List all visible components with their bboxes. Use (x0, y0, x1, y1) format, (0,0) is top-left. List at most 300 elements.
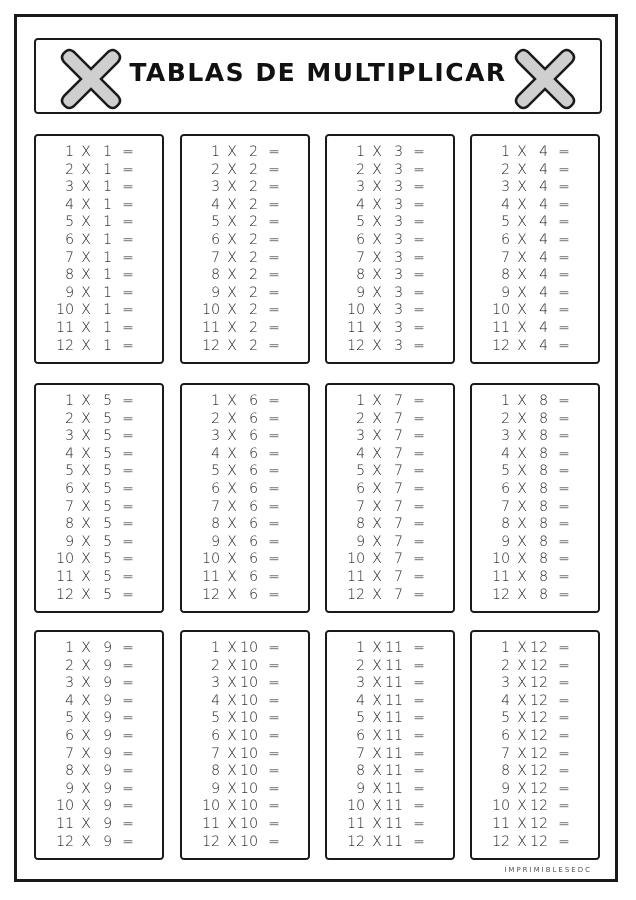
table-row (182, 569, 308, 587)
multiplier: 1 (103, 320, 112, 336)
multiplier: 4 (539, 337, 548, 354)
times-sign: X (517, 232, 527, 248)
multiplicand: 3 (211, 428, 220, 445)
multiply-icon (514, 48, 576, 110)
times-sign: X (372, 249, 382, 266)
multiplicand: 1 (356, 144, 365, 160)
equals-sign: = (268, 161, 280, 178)
multiplier: 10 (240, 640, 258, 656)
multiplicand: 5 (65, 710, 74, 727)
equals-sign: = (413, 640, 425, 656)
multiplier: 7 (394, 551, 403, 568)
multiplier: 5 (103, 393, 112, 409)
times-sign: X (227, 745, 237, 762)
multiplier: 7 (394, 516, 403, 533)
table-row (327, 338, 453, 356)
table-row (36, 516, 162, 534)
multiplier: 8 (539, 586, 548, 603)
table-row (36, 338, 162, 356)
multiplier: 3 (394, 214, 403, 231)
multiplier: 8 (539, 551, 548, 568)
multiplicand: 4 (211, 196, 220, 213)
times-sign: X (372, 692, 382, 709)
times-sign: X (227, 516, 237, 533)
multiplier: 4 (539, 161, 548, 178)
times-sign: X (81, 232, 91, 248)
multiplier: 2 (249, 179, 258, 196)
equals-sign: = (268, 337, 280, 354)
times-sign: X (81, 745, 91, 762)
times-sign: X (227, 179, 237, 196)
multiplier: 5 (103, 445, 112, 462)
multiplier: 6 (249, 481, 258, 497)
equals-sign: = (558, 710, 570, 727)
multiplier: 1 (103, 214, 112, 231)
multiplier: 8 (539, 516, 548, 533)
multiplicand: 8 (65, 516, 74, 533)
multiplicand: 7 (65, 745, 74, 762)
multiplicand: 5 (501, 214, 510, 231)
multiplicand: 8 (356, 267, 365, 284)
table-row (327, 551, 453, 569)
times-sign: X (227, 569, 237, 585)
equals-sign: = (122, 463, 134, 480)
multiplicand: 9 (65, 780, 74, 797)
equals-sign: = (122, 640, 134, 656)
table-row (327, 463, 453, 481)
equals-sign: = (558, 780, 570, 797)
multiplicand: 12 (56, 833, 74, 850)
equals-sign: = (122, 551, 134, 568)
multiplier: 4 (539, 302, 548, 319)
multiplicand: 4 (356, 445, 365, 462)
equals-sign: = (268, 214, 280, 231)
multiplier: 11 (385, 675, 403, 692)
equals-sign: = (558, 320, 570, 336)
equals-sign: = (122, 692, 134, 709)
multiplicand: 3 (65, 428, 74, 445)
multiplicand: 7 (65, 498, 74, 515)
multiplicand: 11 (56, 816, 74, 832)
multiplicand: 2 (65, 410, 74, 427)
multiplicand: 9 (356, 284, 365, 301)
times-sign: X (227, 657, 237, 674)
multiplicand: 6 (211, 232, 220, 248)
table-row (36, 746, 162, 764)
multiplier: 5 (103, 569, 112, 585)
table-row (182, 411, 308, 429)
table-row (36, 816, 162, 834)
equals-sign: = (122, 763, 134, 780)
times-sign: X (81, 463, 91, 480)
times-sign: X (227, 551, 237, 568)
equals-sign: = (268, 481, 280, 497)
multiplier: 6 (249, 393, 258, 409)
equals-sign: = (558, 657, 570, 674)
multiplier: 3 (394, 232, 403, 248)
multiplicand: 7 (211, 498, 220, 515)
table-row (472, 551, 598, 569)
equals-sign: = (268, 640, 280, 656)
times-sign: X (81, 763, 91, 780)
times-sign: X (227, 728, 237, 744)
table-row (36, 763, 162, 781)
multiplicand: 4 (501, 196, 510, 213)
table-row (472, 499, 598, 517)
multiplier: 3 (394, 320, 403, 336)
equals-sign: = (558, 551, 570, 568)
equals-sign: = (122, 586, 134, 603)
table-card-3 (325, 134, 455, 364)
multiplicand: 10 (202, 302, 220, 319)
table-row (327, 197, 453, 215)
equals-sign: = (413, 692, 425, 709)
multiplier: 12 (530, 745, 548, 762)
table-card-1 (34, 134, 164, 364)
equals-sign: = (413, 816, 425, 832)
equals-sign: = (558, 267, 570, 284)
equals-sign: = (558, 498, 570, 515)
multiplier: 10 (240, 816, 258, 832)
multiplicand: 4 (356, 692, 365, 709)
multiplicand: 2 (211, 410, 220, 427)
times-sign: X (372, 798, 382, 815)
table-row (182, 481, 308, 499)
times-sign: X (81, 161, 91, 178)
multiplicand: 1 (211, 640, 220, 656)
multiplier: 10 (240, 692, 258, 709)
equals-sign: = (558, 798, 570, 815)
times-sign: X (372, 320, 382, 336)
table-row (36, 481, 162, 499)
times-sign: X (81, 798, 91, 815)
table-row (327, 267, 453, 285)
multiplicand: 5 (211, 710, 220, 727)
multiplier: 5 (103, 533, 112, 550)
times-sign: X (372, 516, 382, 533)
table-row (182, 214, 308, 232)
table-row (36, 675, 162, 693)
table-row (182, 763, 308, 781)
equals-sign: = (413, 214, 425, 231)
times-sign: X (517, 780, 527, 797)
equals-sign: = (268, 498, 280, 515)
multiplicand: 3 (356, 428, 365, 445)
table-row (182, 534, 308, 552)
multiplier: 1 (103, 144, 112, 160)
table-row (327, 232, 453, 250)
multiplier: 7 (394, 569, 403, 585)
multiplicand: 3 (211, 675, 220, 692)
multiplier: 9 (103, 816, 112, 832)
times-sign: X (372, 144, 382, 160)
equals-sign: = (558, 214, 570, 231)
equals-sign: = (413, 196, 425, 213)
table-row (472, 162, 598, 180)
multiplicand: 3 (356, 675, 365, 692)
table-card-8 (470, 383, 600, 613)
multiplicand: 7 (501, 745, 510, 762)
multiplicand: 6 (65, 728, 74, 744)
times-sign: X (517, 816, 527, 832)
multiplier: 1 (103, 337, 112, 354)
equals-sign: = (268, 675, 280, 692)
times-sign: X (81, 692, 91, 709)
table-row (182, 446, 308, 464)
table-row (472, 569, 598, 587)
multiplier: 10 (240, 675, 258, 692)
multiplicand: 12 (56, 337, 74, 354)
table-row (182, 587, 308, 605)
multiplier: 11 (385, 640, 403, 656)
multiplier: 9 (103, 833, 112, 850)
table-row (472, 197, 598, 215)
equals-sign: = (558, 302, 570, 319)
multiplier: 1 (103, 267, 112, 284)
multiplicand: 5 (501, 710, 510, 727)
equals-sign: = (413, 284, 425, 301)
multiplier: 2 (249, 337, 258, 354)
equals-sign: = (413, 745, 425, 762)
equals-sign: = (268, 763, 280, 780)
equals-sign: = (413, 657, 425, 674)
multiplier: 5 (103, 551, 112, 568)
multiplier: 11 (385, 710, 403, 727)
table-card-6 (180, 383, 310, 613)
multiplier: 3 (394, 179, 403, 196)
multiplier: 9 (103, 728, 112, 744)
times-sign: X (517, 445, 527, 462)
multiplier: 3 (394, 161, 403, 178)
multiplicand: 12 (492, 833, 510, 850)
multiplicand: 1 (65, 144, 74, 160)
times-sign: X (227, 798, 237, 815)
table-row (182, 320, 308, 338)
times-sign: X (227, 692, 237, 709)
equals-sign: = (122, 428, 134, 445)
equals-sign: = (268, 284, 280, 301)
times-sign: X (517, 337, 527, 354)
times-sign: X (227, 428, 237, 445)
multiplier: 9 (103, 640, 112, 656)
table-row (182, 162, 308, 180)
multiplier: 9 (103, 798, 112, 815)
multiplier: 6 (249, 463, 258, 480)
equals-sign: = (268, 586, 280, 603)
times-sign: X (517, 640, 527, 656)
multiplicand: 3 (65, 179, 74, 196)
times-sign: X (372, 161, 382, 178)
multiplier: 1 (103, 249, 112, 266)
table-row (36, 214, 162, 232)
table-row (327, 320, 453, 338)
multiplier: 8 (539, 428, 548, 445)
table-row (327, 393, 453, 411)
multiplicand: 3 (501, 428, 510, 445)
multiplicand: 10 (56, 551, 74, 568)
multiplicand: 5 (211, 463, 220, 480)
table-card-5 (34, 383, 164, 613)
multiplicand: 4 (65, 445, 74, 462)
equals-sign: = (413, 144, 425, 160)
equals-sign: = (558, 833, 570, 850)
multiplier: 6 (249, 498, 258, 515)
table-row (327, 162, 453, 180)
multiplier: 10 (240, 728, 258, 744)
times-sign: X (81, 833, 91, 850)
times-sign: X (227, 214, 237, 231)
table-row (327, 763, 453, 781)
equals-sign: = (122, 533, 134, 550)
times-sign: X (517, 728, 527, 744)
equals-sign: = (413, 302, 425, 319)
multiplicand: 10 (492, 302, 510, 319)
multiplicand: 6 (501, 232, 510, 248)
multiplicand: 11 (202, 816, 220, 832)
table-row (36, 320, 162, 338)
multiplicand: 6 (501, 728, 510, 744)
equals-sign: = (413, 481, 425, 497)
table-row (472, 658, 598, 676)
multiplicand: 2 (501, 657, 510, 674)
multiplier: 8 (539, 393, 548, 409)
multiplicand: 1 (356, 640, 365, 656)
equals-sign: = (413, 179, 425, 196)
multiplier: 2 (249, 214, 258, 231)
times-sign: X (227, 833, 237, 850)
times-sign: X (517, 267, 527, 284)
multiplier: 8 (539, 481, 548, 497)
equals-sign: = (122, 798, 134, 815)
times-sign: X (517, 833, 527, 850)
multiplier: 10 (240, 798, 258, 815)
multiplier: 8 (539, 533, 548, 550)
equals-sign: = (122, 393, 134, 409)
table-row (36, 658, 162, 676)
equals-sign: = (122, 144, 134, 160)
times-sign: X (81, 214, 91, 231)
multiplicand: 9 (501, 284, 510, 301)
table-row (472, 302, 598, 320)
equals-sign: = (122, 302, 134, 319)
equals-sign: = (268, 516, 280, 533)
equals-sign: = (122, 816, 134, 832)
page-title: TABLAS DE MULTIPLICAR (129, 58, 507, 87)
equals-sign: = (413, 428, 425, 445)
times-sign: X (517, 428, 527, 445)
multiplicand: 10 (202, 551, 220, 568)
times-sign: X (227, 320, 237, 336)
equals-sign: = (122, 710, 134, 727)
table-row (182, 499, 308, 517)
equals-sign: = (558, 179, 570, 196)
multiplicand: 11 (56, 320, 74, 336)
times-sign: X (81, 516, 91, 533)
multiplier: 4 (539, 144, 548, 160)
table-row (327, 516, 453, 534)
table-row (472, 232, 598, 250)
multiplicand: 9 (211, 533, 220, 550)
multiplicand: 11 (347, 320, 365, 336)
multiplicand: 11 (56, 569, 74, 585)
multiplicand: 12 (202, 586, 220, 603)
times-sign: X (227, 763, 237, 780)
table-row (327, 728, 453, 746)
table-row (327, 746, 453, 764)
table-row (327, 250, 453, 268)
equals-sign: = (122, 833, 134, 850)
multiplicand: 6 (65, 481, 74, 497)
times-sign: X (517, 710, 527, 727)
table-row (472, 393, 598, 411)
equals-sign: = (268, 657, 280, 674)
table-row (327, 481, 453, 499)
multiplicand: 2 (356, 161, 365, 178)
equals-sign: = (558, 144, 570, 160)
table-row (327, 658, 453, 676)
times-sign: X (517, 516, 527, 533)
equals-sign: = (268, 196, 280, 213)
equals-sign: = (122, 728, 134, 744)
header-banner (34, 38, 602, 114)
equals-sign: = (413, 232, 425, 248)
multiplicand: 11 (492, 569, 510, 585)
times-sign: X (372, 410, 382, 427)
multiplicand: 9 (356, 780, 365, 797)
multiplier: 4 (539, 232, 548, 248)
multiplier: 11 (385, 798, 403, 815)
multiplicand: 5 (501, 463, 510, 480)
times-sign: X (517, 533, 527, 550)
times-sign: X (227, 445, 237, 462)
table-row (182, 693, 308, 711)
multiplier: 8 (539, 463, 548, 480)
table-row (36, 232, 162, 250)
equals-sign: = (268, 463, 280, 480)
times-sign: X (81, 144, 91, 160)
times-sign: X (81, 179, 91, 196)
multiplicand: 3 (65, 675, 74, 692)
table-row (472, 534, 598, 552)
times-sign: X (517, 763, 527, 780)
equals-sign: = (413, 498, 425, 515)
multiplier: 4 (539, 249, 548, 266)
multiplicand: 10 (202, 798, 220, 815)
multiplicand: 3 (501, 179, 510, 196)
equals-sign: = (268, 445, 280, 462)
times-sign: X (372, 214, 382, 231)
multiplier: 6 (249, 445, 258, 462)
table-row (327, 834, 453, 852)
equals-sign: = (413, 320, 425, 336)
equals-sign: = (122, 161, 134, 178)
equals-sign: = (268, 320, 280, 336)
equals-sign: = (558, 393, 570, 409)
table-row (472, 763, 598, 781)
multiplier: 11 (385, 780, 403, 797)
times-sign: X (227, 267, 237, 284)
multiplier: 1 (103, 179, 112, 196)
multiplier: 11 (385, 657, 403, 674)
times-sign: X (372, 267, 382, 284)
multiplier: 4 (539, 214, 548, 231)
table-row (36, 781, 162, 799)
times-sign: X (372, 569, 382, 585)
equals-sign: = (413, 728, 425, 744)
multiplicand: 5 (356, 214, 365, 231)
multiplicand: 6 (65, 232, 74, 248)
multiplier: 10 (240, 710, 258, 727)
